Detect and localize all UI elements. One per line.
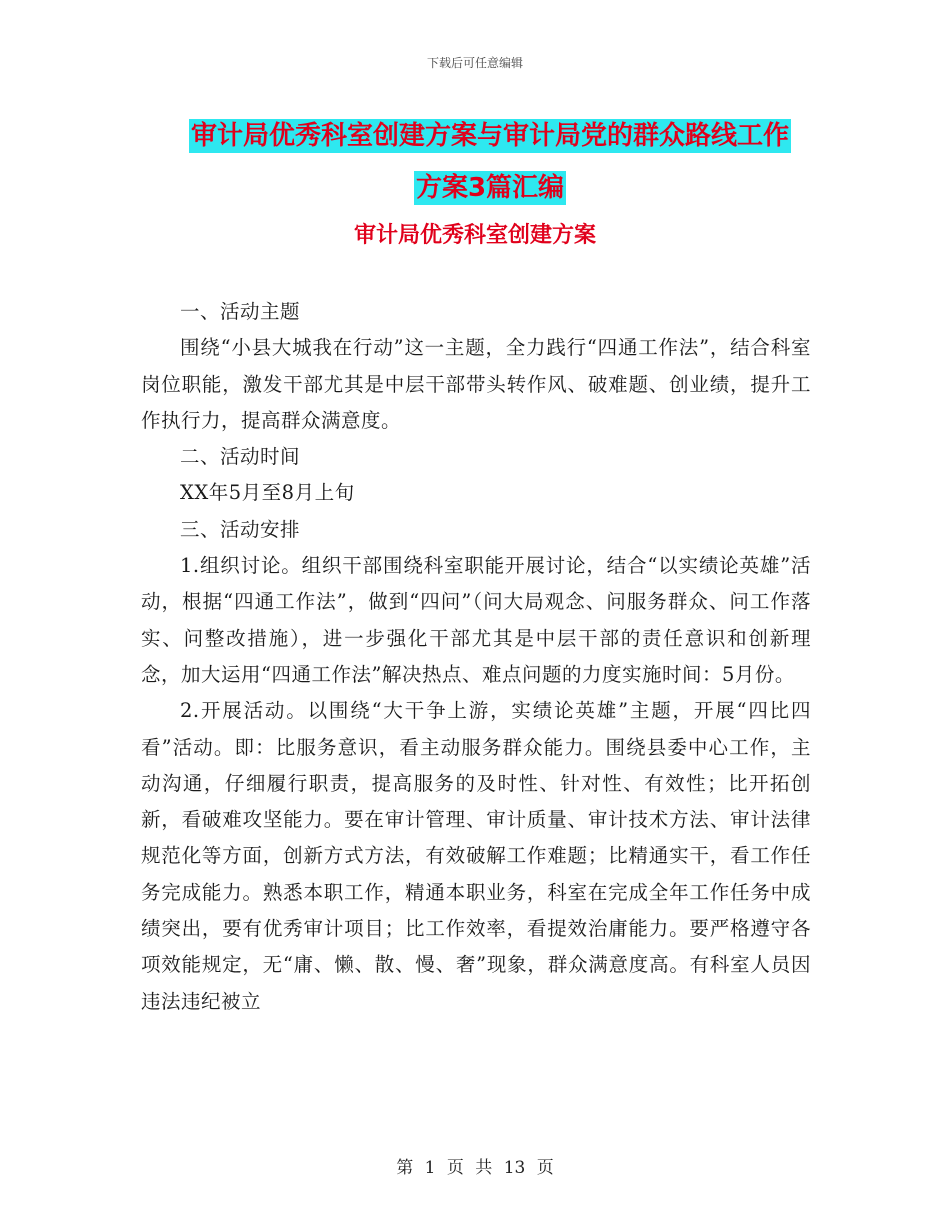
heading-activity-time: 二、活动时间 (180, 445, 301, 469)
document-title-line-1: 审计局优秀科室创建方案与审计局党的群众路线工作 (190, 121, 789, 151)
page-number: 第 1 页 共 13 页 (396, 1158, 554, 1178)
heading-activity-theme: 一、活动主题 (180, 300, 301, 323)
paragraph-organize-discussion: 1.组织讨论。组织干部围绕科室职能开展讨论，结合“以实绩论英雄”活动，根据“四通工作法”，做到“四问”（问大局观念、问服务群众、问工作落实、问整改措施），进一步强化干部尤其是中层干部的责任意识和创新理念，加大运用“四通工作法”解决热点、难点问题的力度实施时间：5月份。 (141, 554, 811, 686)
heading-activity-arrangement: 三、活动安排 (180, 517, 301, 541)
document-title-line-2: 方案3篇汇编 (415, 173, 565, 203)
paragraph-activity-time: XX年5月至8月上旬 (180, 481, 355, 505)
section-title: 审计局优秀科室创建方案 (353, 223, 596, 248)
paragraph-carry-out-activity: 2.开展活动。以围绕“大干争上游，实绩论英雄”主题，开展“四比四看”活动。即：比服务意识，看主动服务群众能力。围绕县委中心工作，主动沟通，仔细履行职责，提高服务的及时性、针对性、有效性；比开拓创新，看破难攻坚能力。要在审计管理、审计质量、审计技术方法、审计法律规范化等方面，创新方式方法，有效破解工作难题；比精通实干，看工作任务完成能力。熟悉本职工作，精通本职业务，科室在完成全年工作任务中成绩突出，要有优秀审计项目；比工作效率，看提效治庸能力。要严格遵守各项效能规定，无“庸、懒、散、慢、奢”现象，群众满意度高。有科室人员因违法违纪被立 (141, 699, 811, 1013)
page-header-note: 下载后可任意编辑 (426, 56, 523, 70)
document-body (141, 294, 811, 1020)
document-title (140, 110, 840, 214)
paragraph-activity-theme: 围绕“小县大城我在行动”这一主题，全力践行“四通工作法”，结合科室岗位职能，激发干部尤其是中层干部带头转作风、破难题、创业绩，提升工作执行力，提高群众满意度。 (141, 336, 811, 432)
